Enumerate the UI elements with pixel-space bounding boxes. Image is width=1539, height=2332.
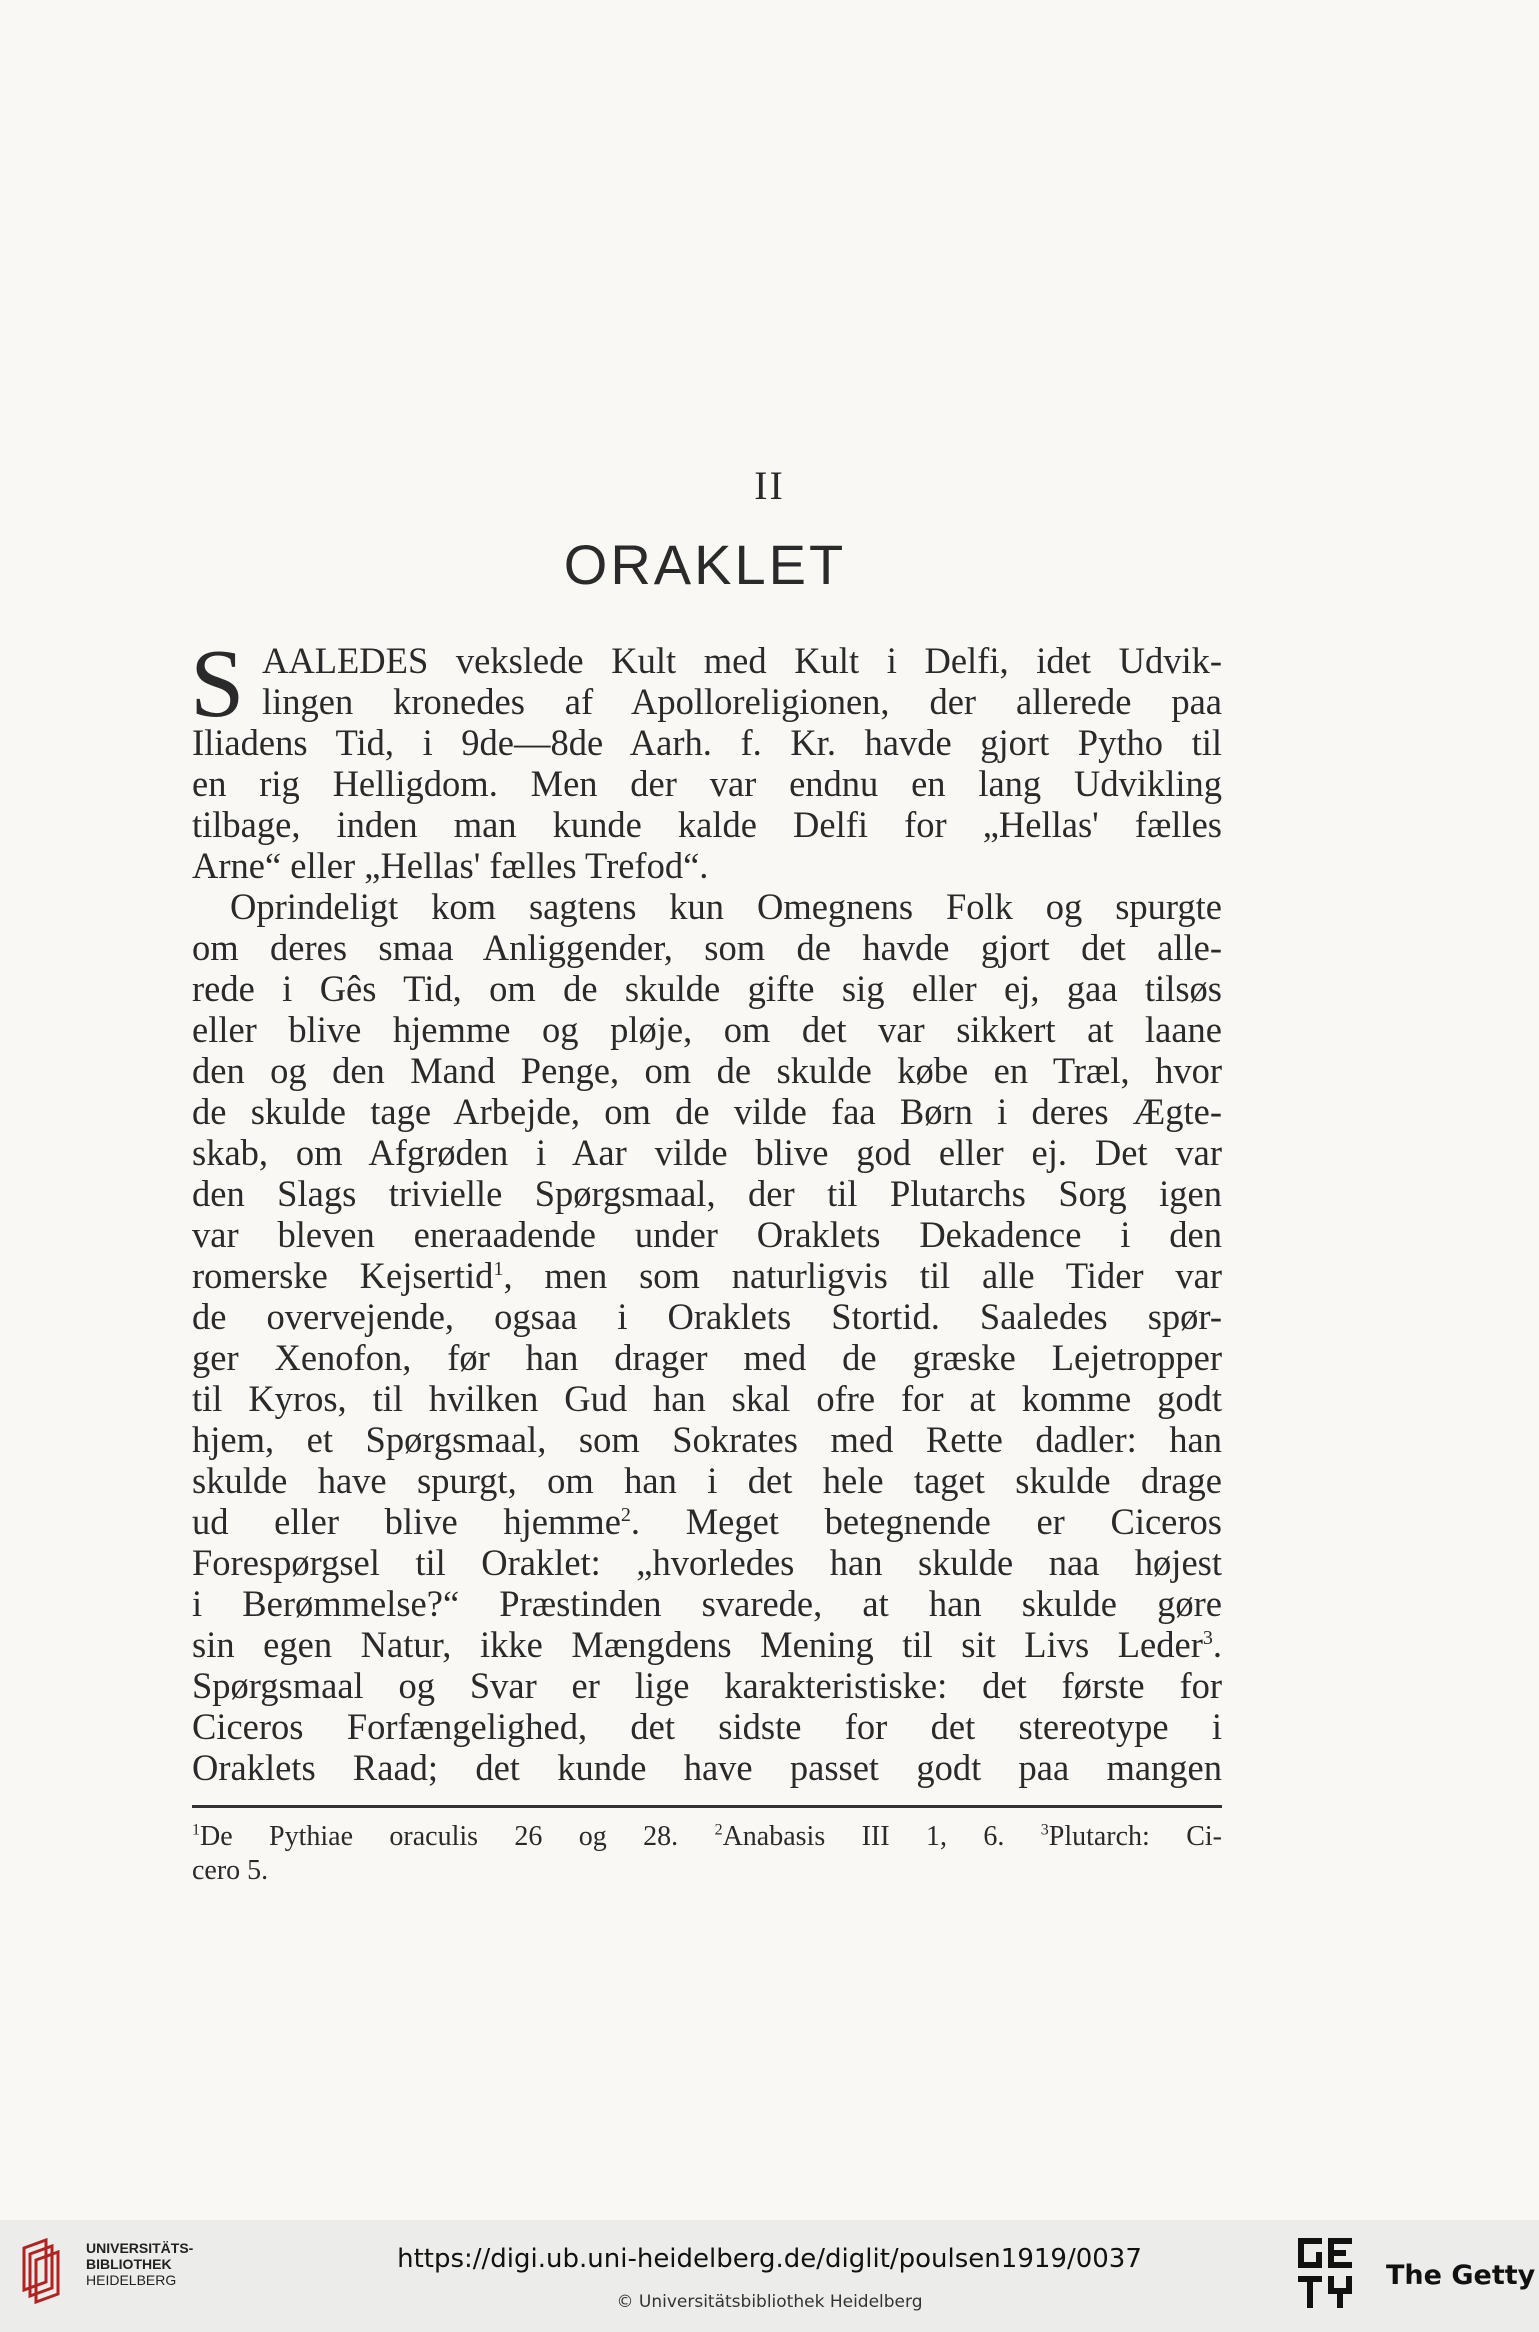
footnote-divider xyxy=(192,1805,1222,1808)
footnotes xyxy=(192,1820,1222,1888)
text-segment: . Meget betegnende er Ciceros xyxy=(630,1501,1222,1542)
text-line: Spørgsmaal og Svar er lige karakteristiske: det første for xyxy=(192,1665,1222,1706)
paragraph-1 xyxy=(190,630,1222,886)
text-line: lingen kronedes af Apolloreligionen, der allerede paa xyxy=(262,681,1222,722)
footnote-marker: 1 xyxy=(493,1257,504,1280)
footnote-text: De Pythiae oraculis 26 og 28. xyxy=(200,1821,679,1852)
footnote-number: 2 xyxy=(714,1821,723,1839)
library-name-line: UNIVERSITÄTS- xyxy=(86,2240,194,2256)
text-line: AALEDES vekslede Kult med Kult i Delfi, idet Udvik- xyxy=(262,640,1222,681)
body-text xyxy=(190,630,1222,1788)
text-line: rede i Gês Tid, om de skulde gifte sig eller ej, gaa tilsøs xyxy=(192,968,1222,1009)
document-url-link[interactable]: https://digi.ub.uni-heidelberg.de/diglit/poulsen1919/0037 xyxy=(397,2244,1142,2274)
library-name-line: BIBLIOTHEK xyxy=(86,2256,172,2272)
text-line: Ciceros Forfængelighed, det sidste for det stereotype i xyxy=(192,1706,1222,1747)
text-line: skab, om Afgrøden i Aar vilde blive god eller ej. Det var xyxy=(192,1132,1222,1173)
text-line: tilbage, inden man kunde kalde Delfi for „Hellas' fælles xyxy=(192,804,1222,845)
footnote-text: Plutarch: Ci- xyxy=(1048,1821,1223,1852)
text-segment: , men som naturligvis til alle Tider var xyxy=(503,1255,1222,1296)
text-line: de skulde tage Arbejde, om de vilde faa Børn i deres Ægte- xyxy=(192,1091,1222,1132)
chapter-title: ORAKLET xyxy=(563,533,847,596)
text-line: eller blive hjemme og pløje, om det var sikkert at laane xyxy=(192,1009,1222,1050)
text-segment: romerske Kejsertid xyxy=(192,1255,494,1296)
text-line: skulde have spurgt, om han i det hele taget skulde drage xyxy=(192,1460,1222,1501)
copyright-notice: © Universitätsbibliothek Heidelberg xyxy=(616,2292,923,2312)
text-line: den Slags trivielle Spørgsmaal, der til Plutarchs Sorg igen xyxy=(192,1173,1222,1214)
text-line: Oraklets Raad; det kunde have passet godt paa mangen xyxy=(192,1747,1222,1788)
text-line xyxy=(192,1624,1222,1665)
text-line: hjem, et Spørgsmaal, som Sokrates med Rette dadler: han xyxy=(192,1419,1222,1460)
text-line: til Kyros, til hvilken Gud han skal ofre for at komme godt xyxy=(192,1378,1222,1419)
footnote-marker: 2 xyxy=(620,1503,631,1526)
footnote-text: Anabasis III 1, 6. xyxy=(722,1821,1005,1852)
footnote-marker: 3 xyxy=(1202,1626,1213,1649)
text-segment: . xyxy=(1212,1624,1222,1665)
footnote-number: 3 xyxy=(1040,1821,1049,1839)
text-line: den og den Mand Penge, om de skulde købe en Træl, hvor xyxy=(192,1050,1222,1091)
footnote-line: cero 5. xyxy=(192,1855,269,1886)
text-segment: sin egen Natur, ikke Mængdens Mening til sit Livs Leder xyxy=(192,1624,1203,1665)
text-line: ger Xenofon, før han drager med de græske Lejetropper xyxy=(192,1337,1222,1378)
text-segment: ud eller blive hjemme xyxy=(192,1501,621,1542)
text-line: var bleven eneraadende under Oraklets Dekadence i den xyxy=(192,1214,1222,1255)
footnote-number: 1 xyxy=(192,1821,200,1839)
text-line: om deres smaa Anliggender, som de havde gjort det alle- xyxy=(192,927,1222,968)
text-line: Oprindeligt kom sagtens kun Omegnens Folk og spurgte xyxy=(230,886,1222,927)
text-line xyxy=(192,1501,1222,1542)
text-line: i Berømmelse?“ Præstinden svarede, at han skulde gøre xyxy=(192,1583,1222,1624)
getty-logo-icon xyxy=(1296,2236,1354,2314)
text-line: Arne“ eller „Hellas' fælles Trefod“. xyxy=(192,845,709,886)
text-line: Forespørgsel til Oraklet: „hvorledes han skulde naa højest xyxy=(192,1542,1222,1583)
text-line xyxy=(192,1255,1222,1296)
text-line: de overvejende, ogsaa i Oraklets Stortid. Saaledes spør- xyxy=(192,1296,1222,1337)
chapter-number: II xyxy=(754,463,785,508)
drop-cap: S xyxy=(190,630,245,738)
library-name-line: HEIDELBERG xyxy=(86,2272,177,2288)
text-line: en rig Helligdom. Men der var endnu en lang Udvikling xyxy=(192,763,1222,804)
footnote-line xyxy=(192,1820,1222,1854)
partner-name: The Getty xyxy=(1386,2260,1536,2291)
paragraph-2 xyxy=(192,886,1222,1788)
text-line: Iliadens Tid, i 9de—8de Aarh. f. Kr. havde gjort Pytho til xyxy=(192,722,1222,763)
